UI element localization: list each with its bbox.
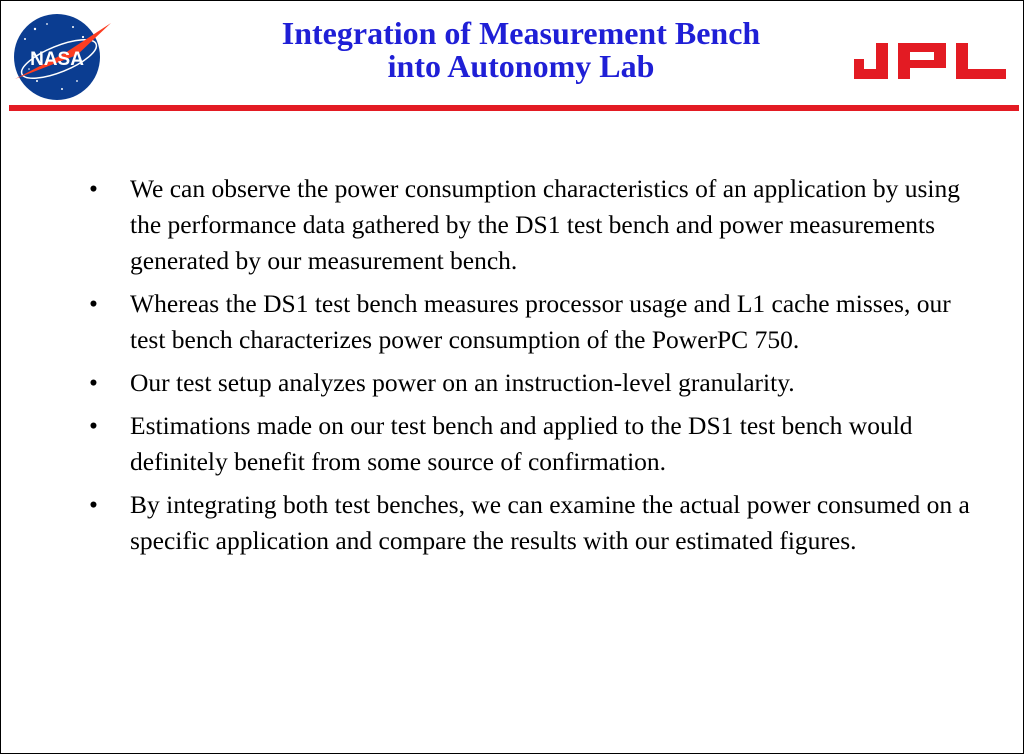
header-divider (9, 105, 1019, 111)
list-item (83, 487, 983, 559)
bullet-icon: • (89, 368, 98, 397)
page-title (241, 17, 801, 83)
list-item (83, 171, 983, 279)
bullet-icon: • (89, 289, 98, 318)
list-item (83, 408, 983, 480)
list-item (83, 286, 983, 358)
bullet-icon: • (89, 411, 98, 440)
bullet-text: By integrating both test benches, we can examine the actual power consumed on a specific application and compare the results with our estimated figures. (130, 490, 970, 555)
bullet-list (83, 171, 983, 566)
bullet-text: Estimations made on our test bench and applied to the DS1 test bench would definitely benefit from some source of confirmation. (130, 411, 913, 476)
svg-text:JPL: JPL (924, 81, 936, 87)
nasa-logo-icon (7, 9, 117, 101)
svg-text:NASA: NASA (30, 49, 84, 70)
title-line-1: Integration of Measurement Bench (281, 15, 761, 51)
bullet-icon: • (89, 490, 98, 519)
bullet-text: Whereas the DS1 test bench measures processor usage and L1 cache misses, our test bench characterizes power consumption of the PowerPC 750. (130, 289, 951, 354)
bullet-text: Our test setup analyzes power on an instruction-level granularity. (130, 368, 795, 397)
title-line-2: into Autonomy Lab (387, 48, 655, 84)
bullet-icon: • (89, 174, 98, 203)
jpl-logo-icon (852, 41, 1008, 87)
bullet-text: We can observe the power consumption characteristics of an application by using the performance data gathered by the DS1 test bench and power measurements generated by our measurement bench. (130, 174, 960, 275)
list-item (83, 365, 983, 401)
